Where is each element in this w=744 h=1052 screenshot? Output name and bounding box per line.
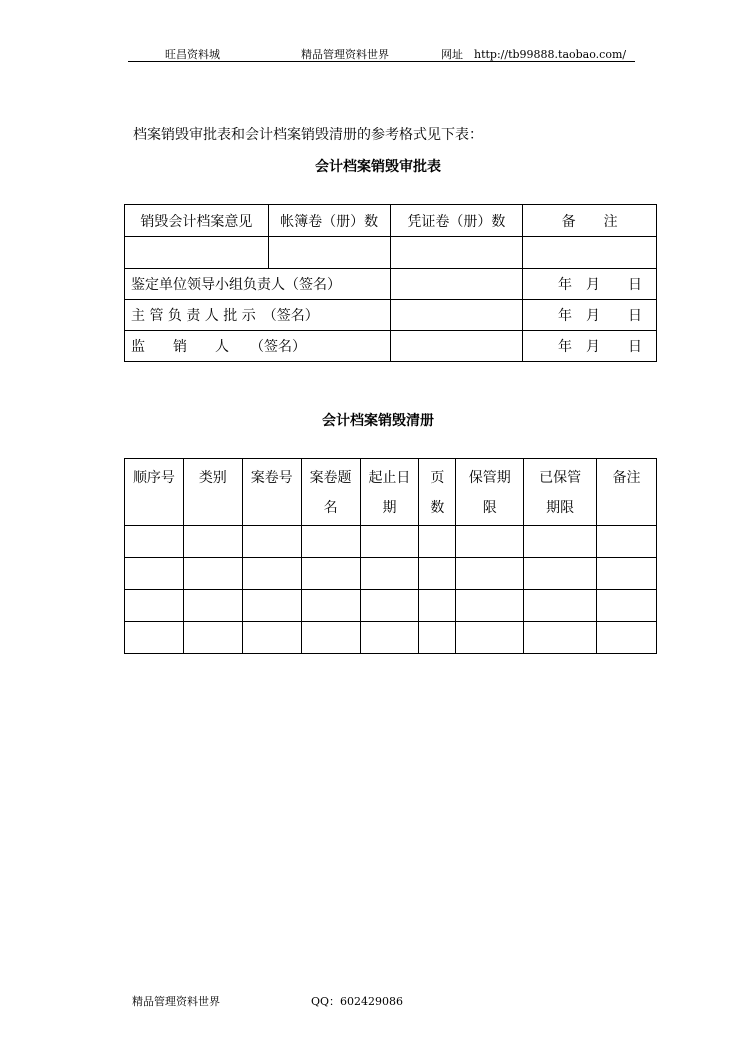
register-col-pages: [419, 459, 456, 526]
header-line: 限: [482, 500, 497, 516]
table-row: [125, 558, 657, 590]
supervisor-date: 年 月 日: [523, 300, 657, 331]
table-cell[interactable]: [456, 526, 524, 558]
header-line: 已保管: [539, 470, 582, 486]
table-cell[interactable]: [301, 590, 360, 622]
leader-date: 年 月 日: [523, 269, 657, 300]
table-cell[interactable]: [419, 526, 456, 558]
table-cell[interactable]: [183, 526, 242, 558]
header-line: 期: [382, 500, 397, 516]
header-shop-name: 旺昌资料城: [165, 48, 220, 61]
approval-form-table: [124, 204, 657, 362]
monitor-date: 年 月 日: [523, 331, 657, 362]
header-line: 期限: [546, 500, 575, 516]
table-cell[interactable]: [597, 526, 657, 558]
table-cell[interactable]: [360, 622, 419, 654]
blank-cell[interactable]: [390, 237, 523, 269]
table-cell[interactable]: [360, 558, 419, 590]
monitor-signature-cell[interactable]: [390, 331, 523, 362]
table-cell[interactable]: [456, 622, 524, 654]
table-cell[interactable]: [125, 590, 184, 622]
header-world-name: 精品管理资料世界: [301, 48, 389, 61]
table-cell[interactable]: [301, 622, 360, 654]
table-cell[interactable]: [419, 590, 456, 622]
leader-signature-cell[interactable]: [390, 269, 523, 300]
table-cell[interactable]: [597, 622, 657, 654]
table-cell[interactable]: [301, 526, 360, 558]
table-cell[interactable]: [183, 622, 242, 654]
table-cell[interactable]: [524, 526, 597, 558]
table-cell[interactable]: [242, 590, 301, 622]
header-line: 备注: [612, 470, 641, 486]
table-cell[interactable]: [524, 558, 597, 590]
table-cell[interactable]: [360, 590, 419, 622]
header-line: 起止日: [368, 470, 411, 486]
header-url[interactable]: 网址 http://tb99888.taobao.com/: [441, 48, 627, 61]
col-opinion: 销毁会计档案意见: [125, 205, 269, 237]
col-remark: 备 注: [523, 205, 657, 237]
register-title: 会计档案销毁清册: [322, 413, 434, 429]
register-col-file-no: [242, 459, 301, 526]
approval-header-row: [125, 205, 657, 237]
footer-qq: QQ：602429086: [311, 995, 404, 1008]
table-cell[interactable]: [242, 558, 301, 590]
header-divider: [128, 61, 635, 62]
table-cell[interactable]: [183, 590, 242, 622]
register-col-period: [360, 459, 419, 526]
table-row: [125, 622, 657, 654]
table-cell[interactable]: [419, 558, 456, 590]
table-row: [125, 526, 657, 558]
table-cell[interactable]: [242, 526, 301, 558]
table-cell[interactable]: [456, 558, 524, 590]
footer-left: 精品管理资料世界: [132, 995, 220, 1008]
monitor-signature-row: [125, 331, 657, 362]
header-line: 名: [323, 500, 338, 516]
header-line: 数: [430, 500, 445, 516]
register-col-remark: [597, 459, 657, 526]
table-cell[interactable]: [597, 558, 657, 590]
header-line: 案卷号: [250, 470, 293, 486]
table-row: [125, 590, 657, 622]
table-cell[interactable]: [125, 622, 184, 654]
table-cell[interactable]: [183, 558, 242, 590]
supervisor-signature-row: [125, 300, 657, 331]
intro-text: 档案销毁审批表和会计档案销毁清册的参考格式见下表：: [133, 127, 483, 143]
header-line: 页: [430, 470, 445, 486]
table-cell[interactable]: [125, 558, 184, 590]
table-cell[interactable]: [360, 526, 419, 558]
blank-cell[interactable]: [523, 237, 657, 269]
table-cell[interactable]: [125, 526, 184, 558]
header-line: 顺序号: [132, 470, 175, 486]
register-header-row: [125, 459, 657, 526]
register-col-retention: [456, 459, 524, 526]
table-cell[interactable]: [524, 590, 597, 622]
register-col-file-title: [301, 459, 360, 526]
register-col-seq: [125, 459, 184, 526]
register-col-kept: [524, 459, 597, 526]
table-cell[interactable]: [242, 622, 301, 654]
table-cell[interactable]: [524, 622, 597, 654]
col-ledger: 帐簿卷（册）数: [268, 205, 390, 237]
table-cell[interactable]: [456, 590, 524, 622]
blank-cell[interactable]: [125, 237, 269, 269]
header-line: 保管期: [468, 470, 511, 486]
supervisor-label: 主 管 负 责 人 批 示 （签名）: [125, 300, 391, 331]
header-line: 类别: [198, 470, 227, 486]
col-voucher: 凭证卷（册）数: [390, 205, 523, 237]
table-cell[interactable]: [419, 622, 456, 654]
register-table: [124, 458, 657, 654]
blank-cell[interactable]: [268, 237, 390, 269]
supervisor-signature-cell[interactable]: [390, 300, 523, 331]
approval-form-title: 会计档案销毁审批表: [315, 159, 441, 175]
table-cell[interactable]: [597, 590, 657, 622]
leader-label: 鉴定单位领导小组负责人（签名）: [125, 269, 391, 300]
leader-signature-row: [125, 269, 657, 300]
register-col-category: [183, 459, 242, 526]
monitor-label: 监 销 人 （签名）: [125, 331, 391, 362]
table-cell[interactable]: [301, 558, 360, 590]
header-line: 案卷题: [309, 470, 352, 486]
approval-blank-row: [125, 237, 657, 269]
